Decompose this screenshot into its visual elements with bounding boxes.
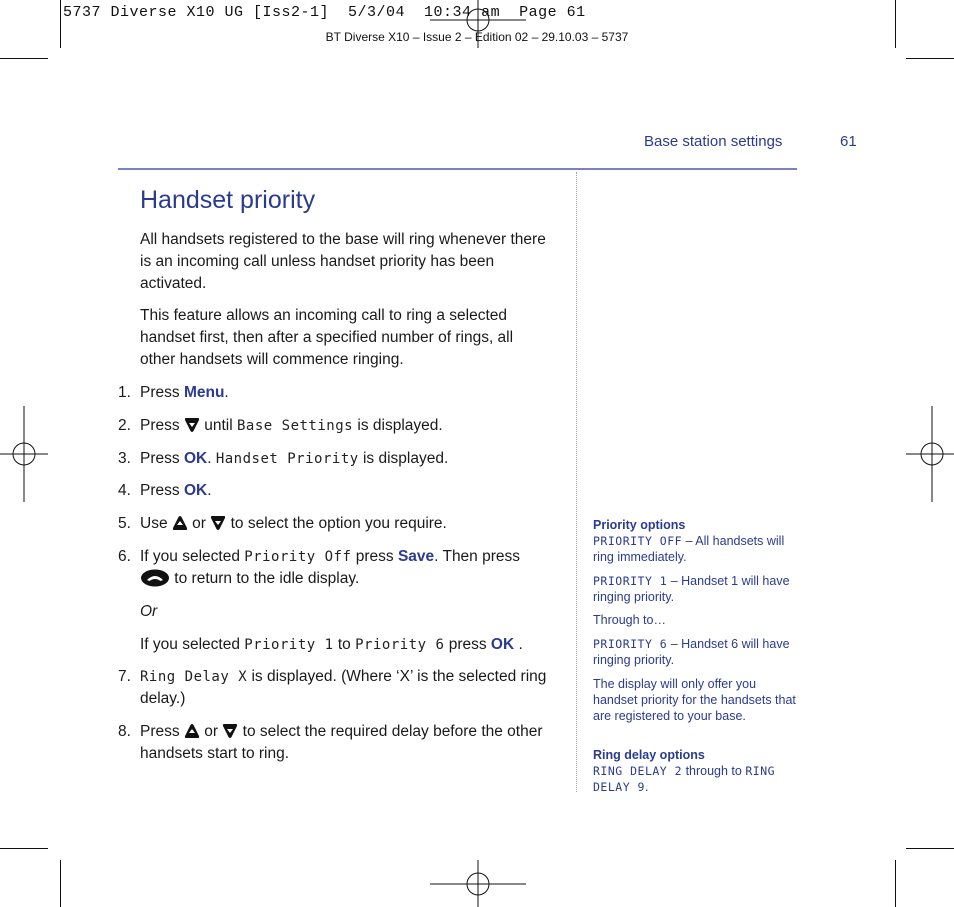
ok-key-label: OK [490, 636, 515, 653]
display-text: PRIORITY OFF [593, 534, 683, 548]
note-text: – Handset 1 will have ringing priority. [593, 574, 790, 604]
step-5 [118, 513, 550, 535]
display-text: Base Settings [237, 418, 354, 434]
display-text: RING DELAY 9 [593, 764, 776, 794]
step-text: . Then press [434, 548, 521, 565]
display-text: PRIORITY 6 [593, 637, 668, 651]
display-text: Priority Off [244, 549, 352, 565]
step-number: 6. [118, 548, 131, 565]
intro-paragraph-1: All handsets registered to the base will ring whenever there is an incoming call unless handset priority has been activated. [140, 231, 546, 292]
display-text: Ring Delay X [140, 669, 248, 685]
down-arrow-key-icon [184, 417, 200, 433]
step-2 [118, 415, 550, 437]
priority-6-note [593, 636, 798, 668]
step-text: Press [140, 384, 184, 401]
step-8 [118, 721, 550, 762]
step-number: 1. [118, 384, 131, 401]
step-text: press [444, 636, 491, 653]
ok-key-label: OK [183, 482, 208, 499]
save-key-label: Save [397, 548, 435, 565]
priority-off-note [593, 533, 798, 565]
step-number: 3. [118, 450, 131, 467]
step-number: 4. [118, 482, 131, 499]
step-text: to select the required delay before the other handsets start to ring. [140, 723, 543, 762]
display-text: Handset Priority [215, 451, 359, 467]
step-text: Press [140, 450, 184, 467]
down-arrow-key-icon [222, 723, 238, 739]
print-slug: 5737 Diverse X10 UG [Iss2-1] 5/3/04 10:34 am Page 61 [63, 4, 586, 21]
through-note: Through to… [593, 613, 666, 627]
display-text: Priority 1 [244, 637, 334, 653]
step-text: Press [140, 723, 184, 740]
crop-mark [906, 58, 954, 59]
crop-mark [60, 860, 61, 907]
step-1 [118, 382, 550, 404]
sidebar-heading: Ring delay options [593, 748, 705, 762]
down-arrow-key-icon [210, 515, 226, 531]
registration-mark-icon [430, 0, 526, 48]
display-text: Priority 6 [355, 637, 445, 653]
display-text: PRIORITY 1 [593, 574, 668, 588]
step-text: or [199, 723, 223, 740]
crop-mark [60, 0, 61, 48]
registration-mark-icon [906, 406, 954, 502]
step-4 [118, 480, 550, 502]
up-arrow-key-icon [184, 723, 200, 739]
step-text: . [514, 636, 523, 653]
priority-options-title [593, 517, 798, 533]
sidebar-heading: Priority options [593, 518, 686, 532]
step-text: or [187, 515, 211, 532]
step-text: Press [140, 482, 184, 499]
step-text: . [207, 482, 212, 499]
page-title: Handset priority [140, 186, 316, 214]
step-text: . [224, 384, 229, 401]
priority-1-note [593, 573, 798, 605]
step-text: is displayed. [353, 417, 443, 434]
end-call-key-icon [140, 569, 170, 587]
step-number: 8. [118, 723, 131, 740]
edition-line: BT Diverse X10 – Issue 2 – Edition 02 – 29.10.03 – 5737 [325, 30, 629, 44]
crop-mark [0, 58, 48, 59]
page-number: 61 [840, 133, 857, 150]
or-label: Or [140, 603, 158, 620]
step-number: 2. [118, 417, 131, 434]
note-text: – All handsets will ring immediately. [593, 534, 785, 564]
step-3 [118, 448, 550, 470]
step-text: . [207, 450, 216, 467]
registration-mark-icon [0, 406, 48, 502]
up-arrow-key-icon [172, 515, 188, 531]
ok-key-label: OK [183, 450, 208, 467]
column-divider [576, 172, 577, 792]
step-text: press [351, 548, 398, 565]
menu-key-label: Menu [183, 384, 225, 401]
step-text: is displayed. (Where ‘X’ is the selected ring delay.) [140, 668, 547, 707]
step-text: to return to the idle display. [170, 570, 360, 587]
step-6 [118, 546, 550, 653]
step-number: 5. [118, 515, 131, 532]
display-text: RING DELAY 2 [593, 764, 683, 778]
registered-handsets-note: The display will only offer you handset priority for the handsets that are registered to your base. [593, 677, 796, 723]
step-text: until [199, 417, 237, 434]
note-text: – Handset 6 will have ringing priority. [593, 637, 790, 667]
step-text: If you selected [140, 548, 245, 565]
step-text: to select the option you require. [226, 515, 447, 532]
intro-paragraph-2: This feature allows an incoming call to ring a selected handset first, then after a specified number of rings, all other handsets will commence ringing. [140, 307, 514, 368]
registration-mark-icon [430, 860, 526, 907]
ring-delay-note [593, 763, 798, 795]
step-text: is displayed. [358, 450, 449, 467]
header-rule [118, 168, 797, 170]
step-7 [118, 666, 550, 707]
note-text: . [644, 780, 649, 794]
crop-mark [906, 848, 954, 849]
step-text: If you selected [140, 636, 245, 653]
crop-mark [895, 860, 896, 907]
crop-mark [895, 0, 896, 48]
step-number: 7. [118, 668, 131, 685]
step-text: Use [140, 515, 172, 532]
running-header-section: Base station settings [644, 133, 783, 150]
step-text: Press [140, 417, 184, 434]
note-text: through to [682, 764, 746, 778]
ring-delay-options-title [593, 747, 798, 763]
step-text: to [333, 636, 356, 653]
crop-mark [0, 848, 48, 849]
